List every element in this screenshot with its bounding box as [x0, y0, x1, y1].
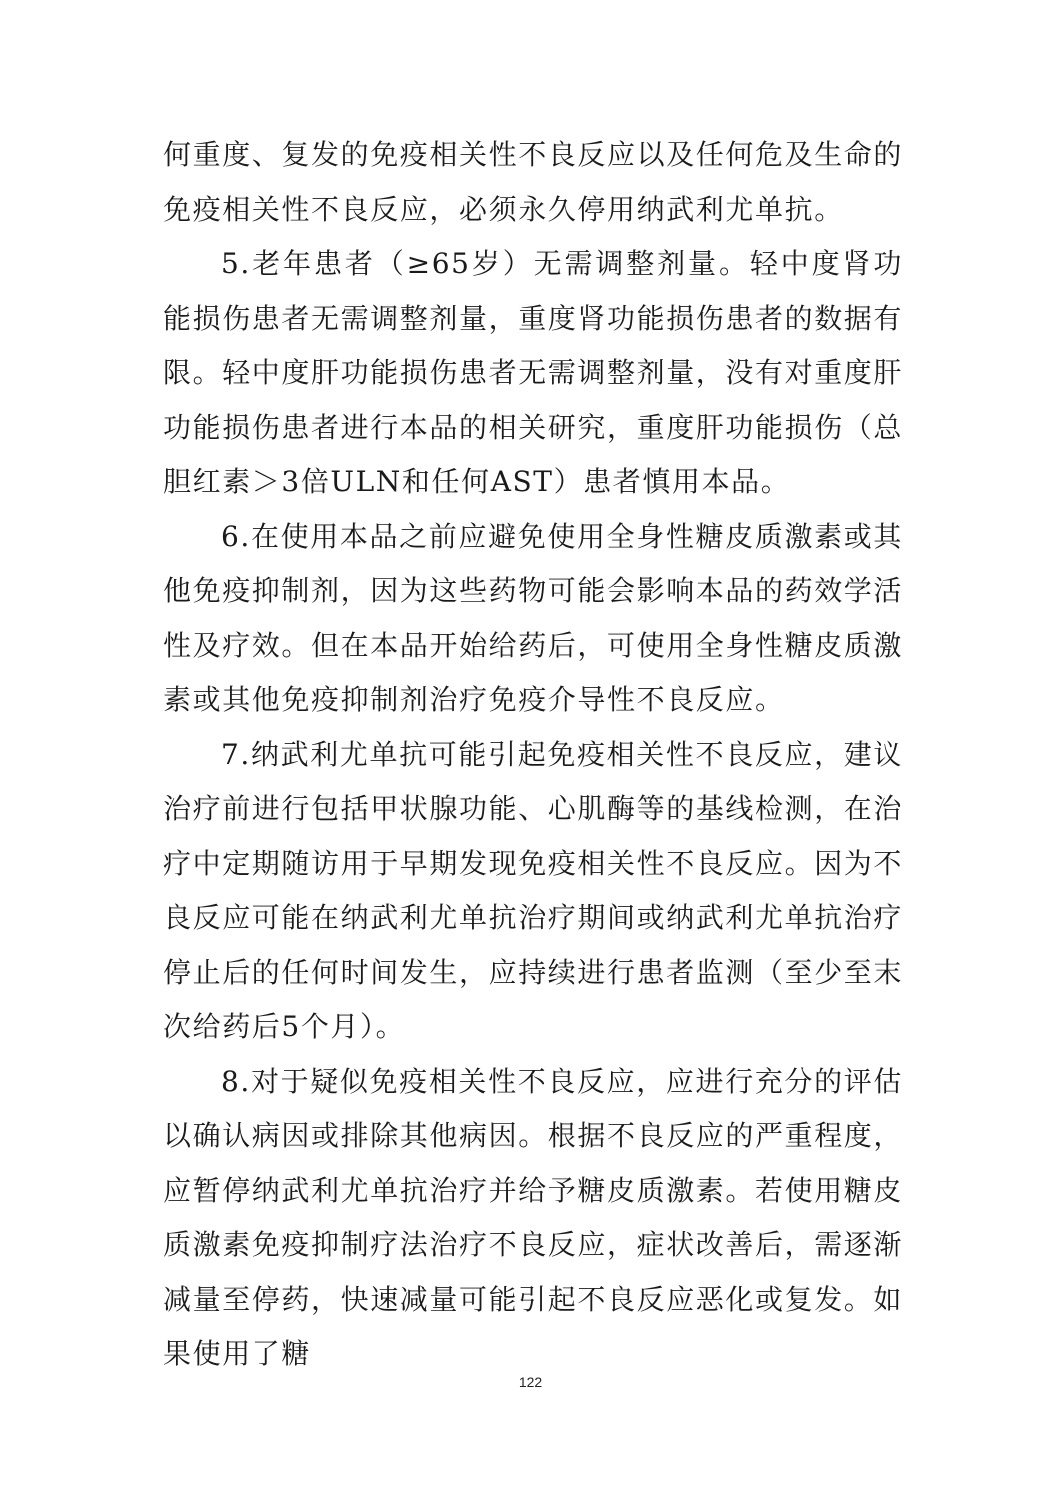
- document-body: [163, 128, 903, 1382]
- paragraph-continued: 何重度、复发的免疫相关性不良反应以及任何危及生命的免疫相关性不良反应，必须永久停用纳武利尤单抗。: [163, 138, 904, 226]
- paragraph-item-5: 5.老年患者（≥65岁）无需调整剂量。轻中度肾功能损伤患者无需调整剂量，重度肾功能损伤患者的数据有限。轻中度肝功能损伤患者无需调整剂量，没有对重度肝功能损伤患者进行本品的相关研究，重度肝功能损伤（总胆红素＞3倍ULN和任何AST）患者慎用本品。: [163, 247, 904, 498]
- paragraph-item-7: 7.纳武利尤单抗可能引起免疫相关性不良反应，建议治疗前进行包括甲状腺功能、心肌酶等的基线检测，在治疗中定期随访用于早期发现免疫相关性不良反应。因为不良反应可能在纳武利尤单抗治疗期间或纳武利尤单抗治疗停止后的任何时间发生，应持续进行患者监测（至少至末次给药后5个月）。: [163, 737, 904, 1043]
- page-number: 122: [518, 1374, 543, 1390]
- paragraph-item-8: 8.对于疑似免疫相关性不良反应，应进行充分的评估以确认病因或排除其他病因。根据不良反应的严重程度，应暂停纳武利尤单抗治疗并给予糖皮质激素。若使用糖皮质激素免疫抑制疗法治疗不良反应，症状改善后，需逐渐减量至停药，快速减量可能引起不良反应恶化或复发。如果使用了糖: [163, 1064, 904, 1370]
- paragraph-item-6: 6.在使用本品之前应避免使用全身性糖皮质激素或其他免疫抑制剂，因为这些药物可能会影响本品的药效学活性及疗效。但在本品开始给药后，可使用全身性糖皮质激素或其他免疫抑制剂治疗免疫介导性不良反应。: [163, 519, 904, 716]
